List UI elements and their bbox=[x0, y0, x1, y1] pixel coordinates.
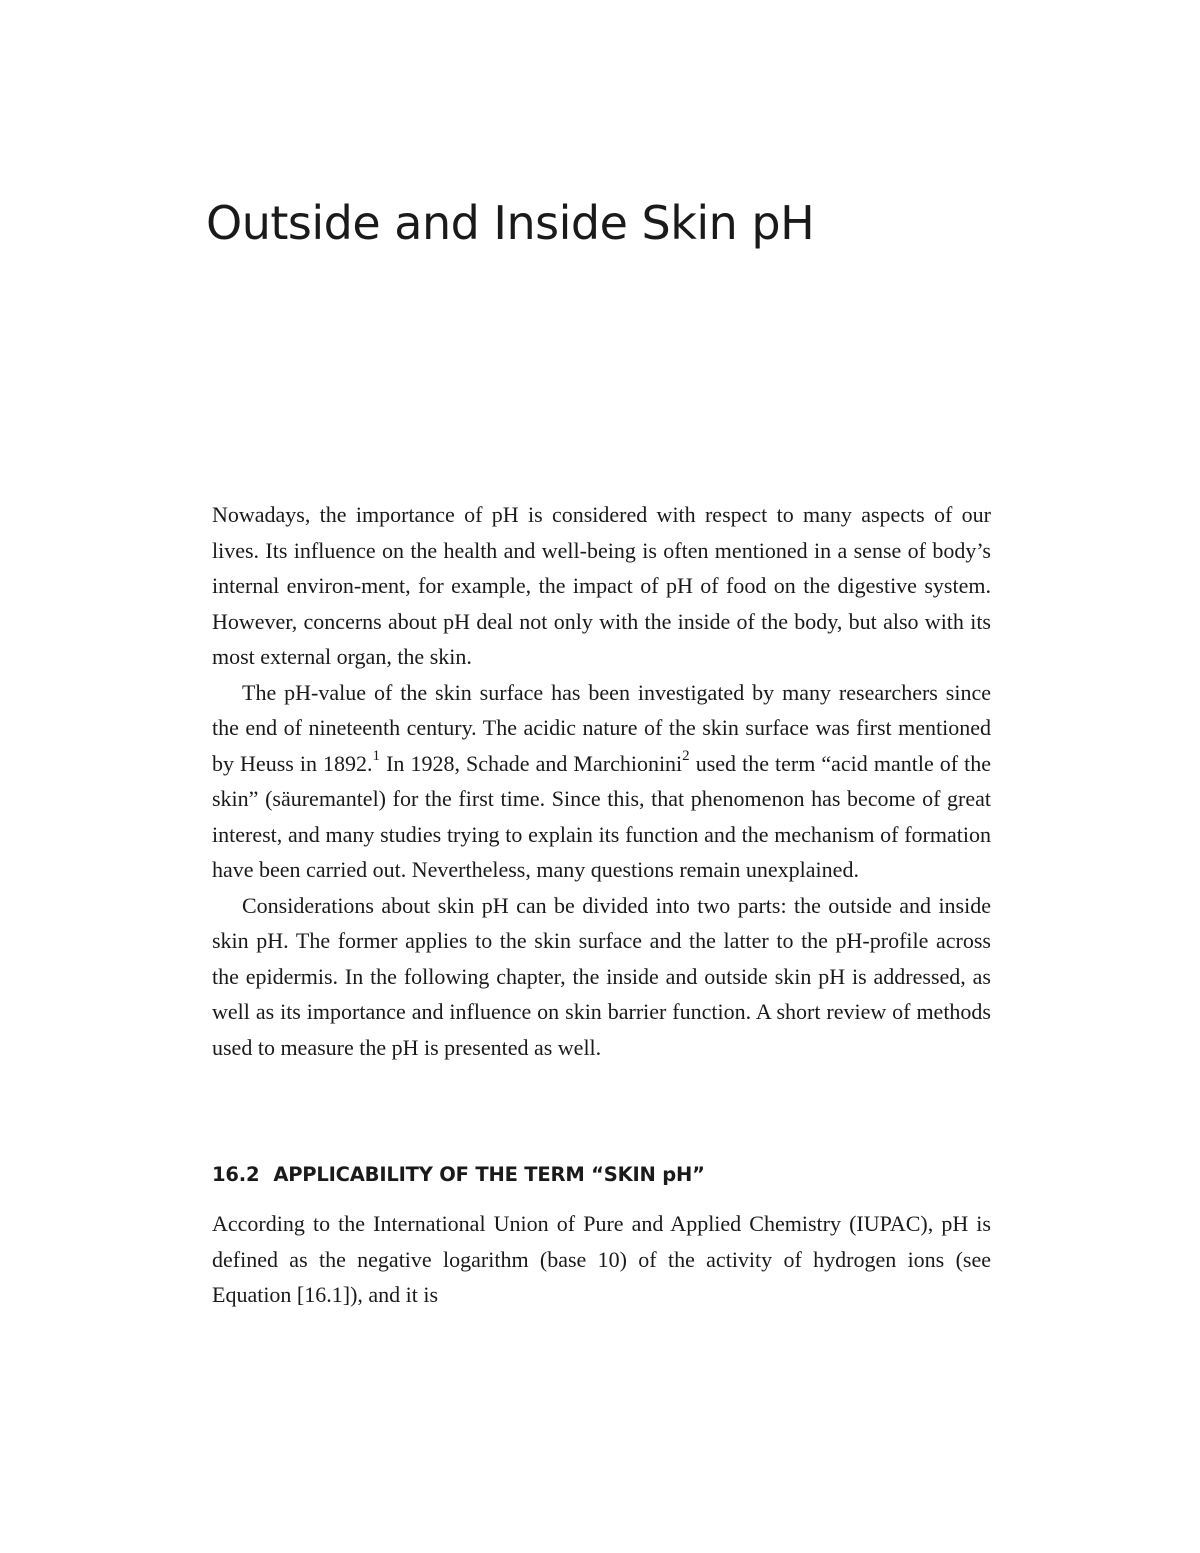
reference-2: 2 bbox=[682, 748, 690, 765]
chapter-title: Outside and Inside Skin pH bbox=[206, 196, 815, 250]
intro-paragraph-1: Nowadays, the importance of pH is considered with respect to many aspects of our lives. Its influence on the health and well-being is often mentioned in a sense of body’s internal environ-ment, for example, the impact of pH of food on the digestive system. However, concerns about pH deal not only with the inside of the body, but also with its most external organ, the skin. bbox=[212, 502, 991, 669]
section-heading bbox=[212, 1163, 705, 1186]
section-paragraph-1: According to the International Union of Pure and Applied Chemistry (IUPAC), pH is defined as the negative logarithm (base 10) of the activity of hydrogen ions (see Equation [16.1]), and it is bbox=[212, 1211, 991, 1307]
section-body bbox=[212, 1206, 991, 1313]
section-number: 16.2 bbox=[212, 1163, 260, 1186]
paragraph-text: used the term “acid mantle of the skin” (säuremantel) for the first time. Since this, that phenomenon has become of great interest, and many studies trying to explain its function and the mechanism of formation have been carried out. Nevertheless, many questions remain unexplained. bbox=[212, 750, 992, 882]
intro-paragraph-3: Considerations about skin pH can be divided into two parts: the outside and inside skin pH. The former applies to the skin surface and the latter to the pH-profile across the epidermis. In the following chapter, the inside and outside skin pH is addressed, as well as its importance and influence on skin barrier function. A short review of methods used to measure the pH is presented as well. bbox=[212, 892, 991, 1060]
reference-1: 1 bbox=[372, 748, 381, 765]
paragraph-text: The pH-value of the skin surface has been investigated by many researchers since the end of nineteenth century. The acidic nature of the skin surface was first mentioned by Heuss in 1892. bbox=[212, 679, 991, 776]
section-title: APPLICABILITY OF THE TERM “SKIN pH” bbox=[273, 1163, 705, 1186]
intro-paragraph-2 bbox=[212, 675, 991, 888]
intro-section bbox=[212, 497, 991, 1065]
paragraph-text: In 1928, Schade and Marchionini bbox=[380, 750, 683, 776]
